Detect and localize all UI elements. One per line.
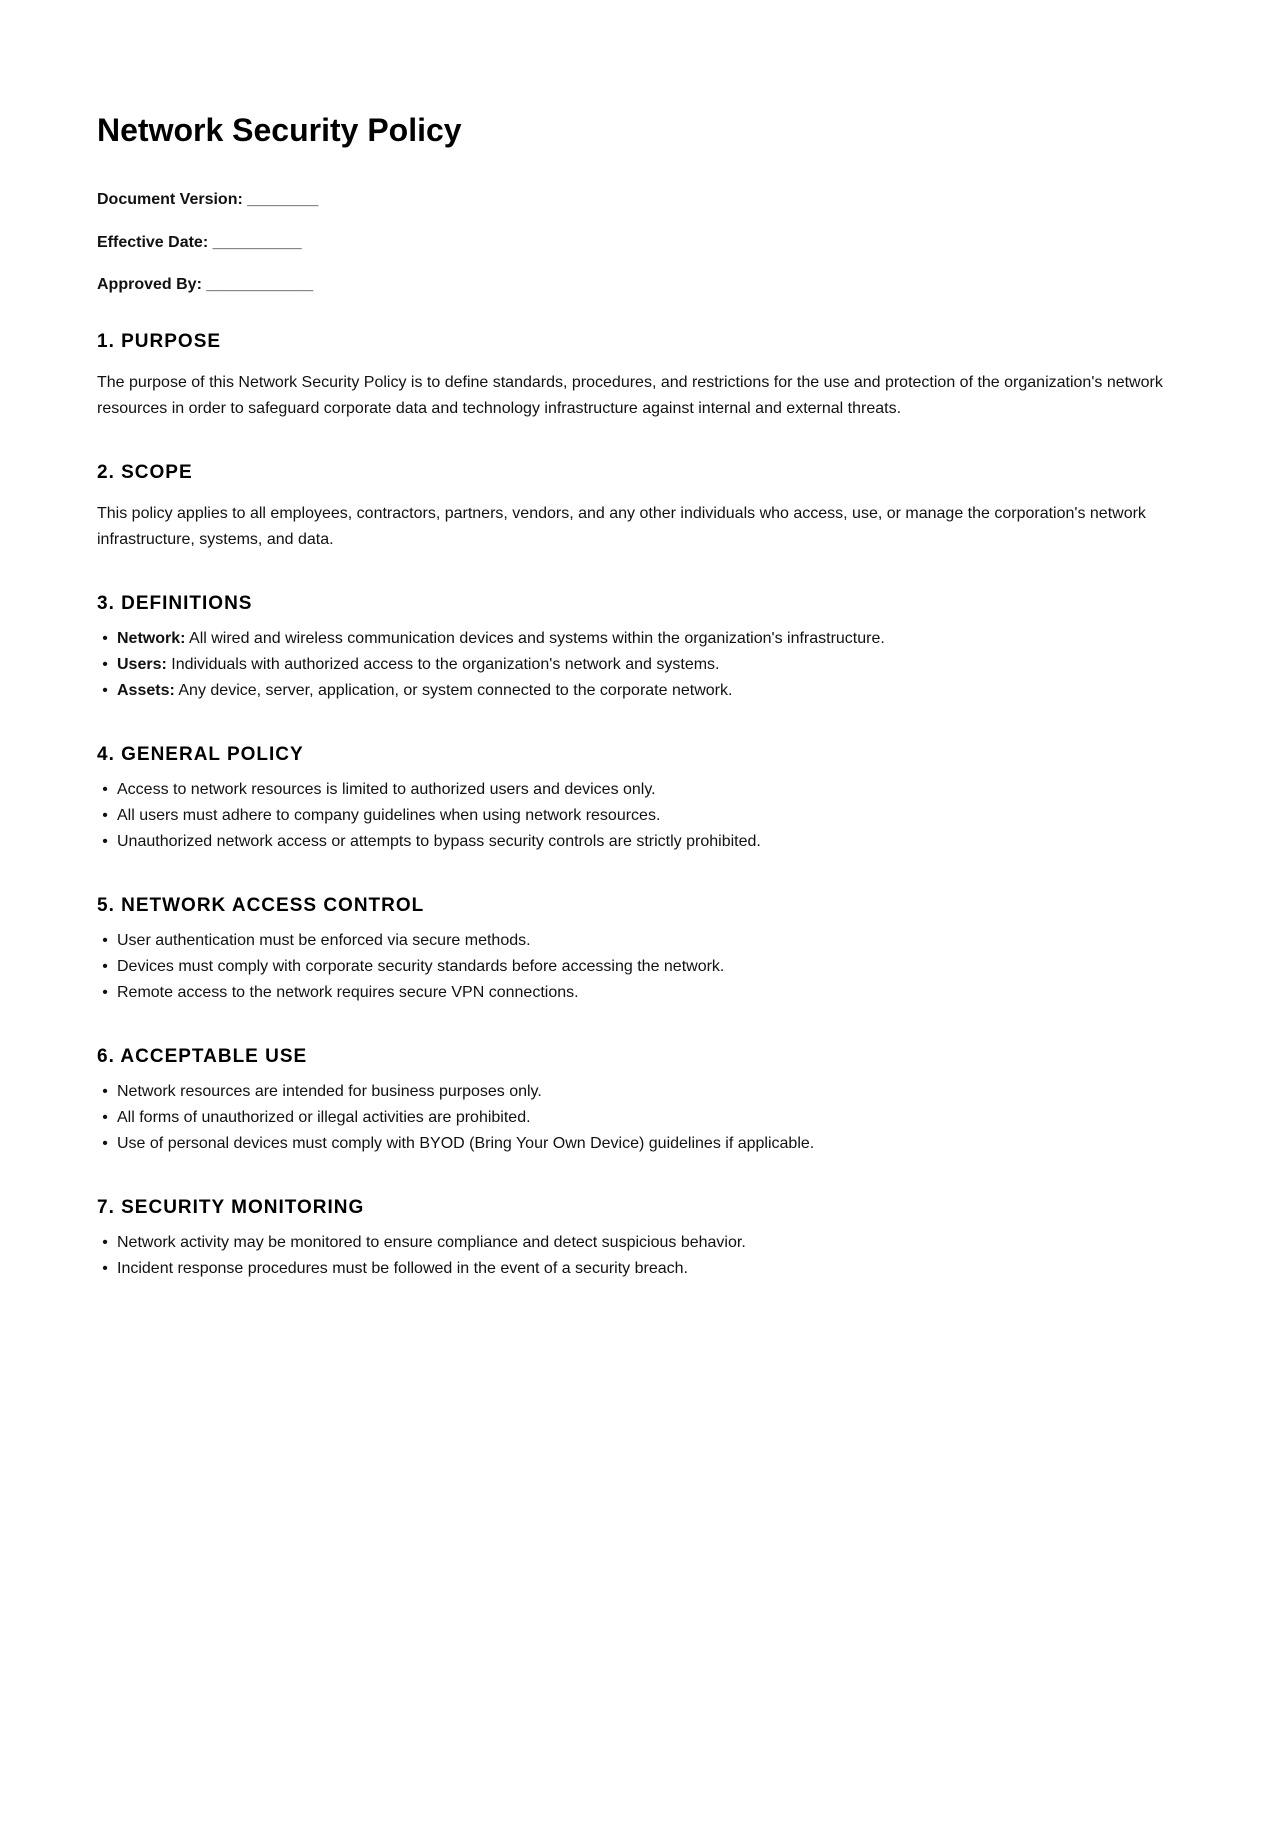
meta-label: Document Version:	[97, 191, 243, 208]
bullet-icon: •	[102, 781, 108, 798]
definition-term: Network:	[117, 630, 186, 647]
meta-document-version	[97, 187, 1167, 213]
section-security-monitoring	[97, 1196, 1167, 1282]
meta-blank: __________	[212, 233, 302, 251]
list-item-text: Access to network resources is limited to authorized users and devices only.	[117, 781, 656, 798]
document-meta	[97, 187, 1167, 298]
list-item	[102, 1105, 1167, 1131]
section-network-access-control	[97, 894, 1167, 1006]
document-title: Network Security Policy	[97, 112, 462, 148]
meta-label: Effective Date:	[97, 233, 209, 251]
section-acceptable-use	[97, 1045, 1167, 1157]
section-scope	[97, 461, 1167, 553]
general-policy-list	[97, 777, 1167, 855]
bullet-icon: •	[102, 1083, 108, 1100]
list-item-text: Use of personal devices must comply with BYOD (Bring Your Own Device) guidelines if applicable.	[117, 1135, 815, 1152]
definition-text: Any device, server, application, or system connected to the corporate network.	[174, 682, 733, 699]
section-paragraph: The purpose of this Network Security Policy is to define standards, procedures, and restrictions for the use and protection of the organization's network resources in order to safeguard corporate data and technology infrastructure against internal and external threats.	[97, 374, 1163, 417]
list-item	[102, 980, 1167, 1006]
section-definitions	[97, 592, 1167, 704]
list-item	[102, 1131, 1167, 1157]
section-general-policy	[97, 743, 1167, 855]
section-heading: 1. PURPOSE	[97, 331, 222, 352]
bullet-icon: •	[102, 807, 108, 824]
list-item-text: All forms of unauthorized or illegal activities are prohibited.	[117, 1109, 531, 1126]
list-item	[102, 928, 1167, 954]
bullet-icon: •	[102, 656, 108, 673]
section-heading: 6. ACCEPTABLE USE	[97, 1046, 308, 1067]
meta-effective-date	[97, 230, 1167, 256]
list-item	[102, 652, 1167, 678]
list-item-text: Remote access to the network requires secure VPN connections.	[117, 984, 579, 1001]
list-item	[102, 829, 1167, 855]
section-purpose	[97, 330, 1167, 422]
meta-label: Approved By:	[97, 276, 202, 293]
meta-blank: ________	[247, 191, 319, 208]
bullet-icon: •	[102, 958, 108, 975]
section-heading: 5. NETWORK ACCESS CONTROL	[97, 895, 425, 916]
bullet-icon: •	[102, 630, 108, 647]
security-monitoring-list	[97, 1230, 1167, 1282]
definition-text: All wired and wireless communication devices and systems within the organization's infrastructure.	[185, 630, 885, 647]
definition-text: Individuals with authorized access to the organization's network and systems.	[166, 656, 720, 673]
bullet-icon: •	[102, 932, 108, 949]
meta-approved-by	[97, 272, 1167, 298]
list-item	[102, 626, 1167, 652]
section-heading: 4. GENERAL POLICY	[97, 744, 304, 765]
list-item	[102, 1256, 1167, 1282]
list-item	[102, 803, 1167, 829]
section-heading: 3. DEFINITIONS	[97, 593, 253, 614]
bullet-icon: •	[102, 984, 108, 1001]
list-item-text: Unauthorized network access or attempts to bypass security controls are strictly prohibited.	[117, 833, 761, 850]
bullet-icon: •	[102, 1135, 108, 1152]
list-item	[102, 954, 1167, 980]
bullet-icon: •	[102, 1260, 108, 1277]
section-heading: 2. SCOPE	[97, 462, 193, 483]
acceptable-use-list	[97, 1079, 1167, 1157]
bullet-icon: •	[102, 1109, 108, 1126]
list-item	[102, 777, 1167, 803]
list-item	[102, 678, 1167, 704]
section-paragraph: This policy applies to all employees, contractors, partners, vendors, and any other individuals who access, use, or manage the corporation's network infrastructure, systems, and data.	[97, 505, 1146, 548]
section-heading: 7. SECURITY MONITORING	[97, 1197, 365, 1218]
list-item-text: Network resources are intended for business purposes only.	[117, 1083, 542, 1100]
bullet-icon: •	[102, 682, 108, 699]
bullet-icon: •	[102, 833, 108, 850]
list-item-text: All users must adhere to company guidelines when using network resources.	[117, 807, 661, 824]
definitions-list	[97, 626, 1167, 704]
list-item	[102, 1079, 1167, 1105]
bullet-icon: •	[102, 1234, 108, 1251]
network-access-control-list	[97, 928, 1167, 1006]
definition-term: Assets:	[117, 682, 175, 699]
list-item-text: Devices must comply with corporate security standards before accessing the network.	[117, 958, 725, 975]
list-item-text: User authentication must be enforced via secure methods.	[117, 932, 531, 949]
meta-blank: ____________	[206, 276, 314, 293]
definition-term: Users:	[117, 656, 167, 673]
list-item	[102, 1230, 1167, 1256]
list-item-text: Network activity may be monitored to ensure compliance and detect suspicious behavior.	[117, 1234, 746, 1251]
list-item-text: Incident response procedures must be followed in the event of a security breach.	[117, 1260, 688, 1277]
